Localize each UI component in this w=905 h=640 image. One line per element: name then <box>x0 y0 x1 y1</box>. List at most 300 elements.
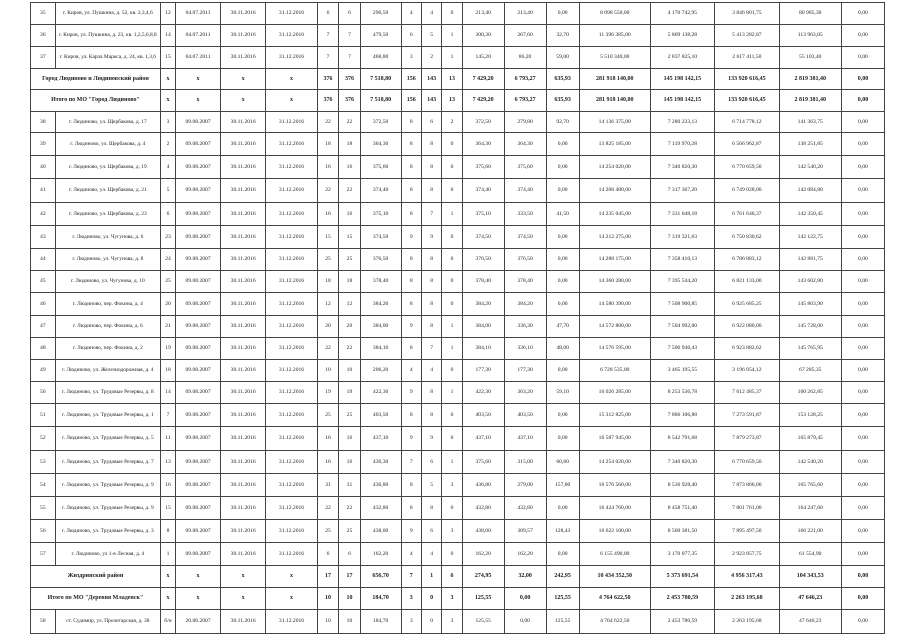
table-cell: 0,00 <box>841 203 884 226</box>
table-cell: 16 <box>317 427 338 451</box>
table-cell: 09.08.2007 <box>176 404 221 427</box>
table-cell: 31.12.2016 <box>266 610 318 634</box>
table-cell: 156 <box>401 69 421 90</box>
table-cell: 43 <box>31 226 56 249</box>
table-cell: 6 <box>421 520 441 543</box>
table-cell: 165 879,45 <box>779 427 841 451</box>
table-cell: 213,40 <box>462 3 504 25</box>
table-cell: 37 <box>31 47 56 69</box>
table-cell: 378,40 <box>504 271 546 293</box>
table-cell: 49 <box>31 360 56 382</box>
table-cell: 0,00 <box>841 47 884 69</box>
table-cell: 3 196 054,12 <box>715 360 779 382</box>
table-cell: 635,93 <box>546 69 579 90</box>
table-cell: x <box>266 566 318 588</box>
table-cell: 14 360 280,00 <box>579 271 650 293</box>
table-cell: 8 542 791,68 <box>650 427 714 451</box>
table-cell: 206,20 <box>360 360 401 382</box>
table-cell: 7 429,20 <box>462 69 504 90</box>
table-cell: 30.11.2016 <box>221 382 266 404</box>
table-cell: 09.08.2007 <box>176 249 221 271</box>
table-cell: 30.11.2016 <box>221 497 266 520</box>
table-cell: 125,55 <box>546 588 579 610</box>
table-cell: 0,00 <box>504 610 546 634</box>
table-cell: 9 <box>401 520 421 543</box>
table-cell: x <box>160 69 175 90</box>
table-cell: 375,10 <box>462 203 504 226</box>
table-row <box>31 520 885 543</box>
table-cell: 25 <box>339 249 360 271</box>
table-cell: 7 <box>317 47 338 69</box>
table-cell: 45 <box>31 271 56 293</box>
table-cell: 142 084,80 <box>779 179 841 203</box>
table-cell: 279,80 <box>504 112 546 133</box>
table-cell: 142 122,75 <box>779 226 841 249</box>
table-cell: 0,00 <box>841 543 884 566</box>
table-cell: 14 580 390,00 <box>579 293 650 316</box>
table-cell: 31.12.2016 <box>266 451 318 474</box>
table-cell: 41,50 <box>546 203 579 226</box>
table-cell: 25 <box>317 404 338 427</box>
table-cell: 4 764 622,50 <box>579 588 650 610</box>
table-cell: 125,55 <box>546 610 579 634</box>
table-cell: 160 262,85 <box>779 382 841 404</box>
table-cell: 0,00 <box>841 179 884 203</box>
table-cell: 0 <box>442 293 462 316</box>
table-cell: 8 <box>421 316 441 338</box>
table-cell: 0,00 <box>841 427 884 451</box>
table-cell: 0 <box>442 156 462 179</box>
table-row <box>31 249 885 271</box>
table-cell: 22 <box>317 497 338 520</box>
table-cell: 1 <box>442 382 462 404</box>
table-cell: 47 <box>31 316 56 338</box>
table-cell: б/н <box>160 610 175 634</box>
table-cell: 16 622 100,00 <box>579 520 650 543</box>
table-row <box>31 293 885 316</box>
table-cell: 2 <box>421 47 441 69</box>
table-cell: 22 <box>339 112 360 133</box>
table-cell: 7 317 367,20 <box>650 179 714 203</box>
table-cell: 113 963,85 <box>779 25 841 47</box>
table-cell: 309,57 <box>504 520 546 543</box>
table-cell: 156 <box>401 90 421 112</box>
address-cell: г. Людиново, ул. Трудовые Резервы, д. 5 <box>55 427 160 451</box>
table-cell: 31.12.2016 <box>266 47 318 69</box>
table-cell: 80 985,30 <box>779 3 841 25</box>
table-cell: 30.11.2016 <box>221 316 266 338</box>
address-cell: г. Людиново, ул 1-я Лесная, д. 4 <box>55 543 160 566</box>
table-cell: 8 <box>401 497 421 520</box>
table-cell: 5 510 340,00 <box>579 47 650 69</box>
table-cell: 16 <box>317 203 338 226</box>
table-cell: 19 <box>317 382 338 404</box>
table-cell: 9 <box>421 427 441 451</box>
table-cell: 145 198 142,15 <box>650 90 714 112</box>
table-row <box>31 47 885 69</box>
table-cell: 18 <box>339 271 360 293</box>
table-cell: 6 793,27 <box>504 69 546 90</box>
table-cell: 1 <box>442 451 462 474</box>
housing-data-table <box>30 2 885 634</box>
table-cell: 281 918 140,00 <box>579 69 650 90</box>
table-cell: 18 <box>317 271 338 293</box>
table-cell: 479,50 <box>360 25 401 47</box>
table-cell: 162,20 <box>360 543 401 566</box>
table-cell: 2 819 381,40 <box>779 90 841 112</box>
table-cell: 41 <box>31 179 56 203</box>
table-cell: 0,00 <box>546 404 579 427</box>
table-cell: 54 <box>31 474 56 497</box>
table-cell: 14 <box>160 382 175 404</box>
table-cell: 0,00 <box>841 271 884 293</box>
table-cell: 7 508 900,85 <box>650 293 714 316</box>
table-cell: 16 576 560,00 <box>579 474 650 497</box>
table-cell: 31.12.2016 <box>266 316 318 338</box>
table-cell: 143 <box>421 69 441 90</box>
table-cell: 38 <box>31 112 56 133</box>
table-cell: 9 <box>401 316 421 338</box>
table-cell: 31.12.2016 <box>266 25 318 47</box>
table-cell: 30.11.2016 <box>221 133 266 156</box>
table-cell: 09.08.2007 <box>176 497 221 520</box>
table-cell: 8 <box>421 382 441 404</box>
table-cell: x <box>176 588 221 610</box>
address-cell: г. Киров, ул. Пушкина, д. 52, кв. 2,3,4,6 <box>55 3 160 25</box>
table-cell: 39 <box>31 133 56 156</box>
table-cell: 15 <box>160 497 175 520</box>
table-cell: 10 <box>339 588 360 610</box>
table-cell: 09.08.2007 <box>176 382 221 404</box>
table-cell: 6 923 882,62 <box>715 338 779 360</box>
table-cell: 432,80 <box>462 497 504 520</box>
table-cell: 20 <box>160 293 175 316</box>
table-cell: 30.11.2016 <box>221 427 266 451</box>
table-cell: 375,60 <box>504 156 546 179</box>
table-cell: 6 925 685,25 <box>715 293 779 316</box>
table-cell: 31.12.2016 <box>266 338 318 360</box>
table-cell: 363,20 <box>504 382 546 404</box>
table-cell: 25 <box>317 249 338 271</box>
table-cell: 436,80 <box>360 474 401 497</box>
table-cell: 17 <box>339 566 360 588</box>
table-cell: 403,50 <box>360 404 401 427</box>
table-cell: 15 <box>317 226 338 249</box>
table-cell: x <box>266 588 318 610</box>
table-cell: 30.11.2016 <box>221 404 266 427</box>
address-cell: г. Людиново, ул. Щербакова, д. 17 <box>55 112 160 133</box>
table-cell: 7 518,80 <box>360 90 401 112</box>
table-cell: 4 <box>421 3 441 25</box>
table-cell: 6 728 535,00 <box>579 360 650 382</box>
table-cell: 09.08.2007 <box>176 360 221 382</box>
table-cell: 35 <box>31 3 56 25</box>
table-cell: 376 <box>339 69 360 90</box>
subtotal-label: Итого по МО "Деревня Младенск" <box>31 588 161 610</box>
table-cell: 22 <box>339 497 360 520</box>
table-cell: 6 155 490,00 <box>579 543 650 566</box>
table-cell: 24 <box>160 249 175 271</box>
address-cell: г. Людиново, пер. Фокина, д. 4 <box>55 293 160 316</box>
table-cell: 7 <box>401 451 421 474</box>
table-cell: 0,00 <box>841 610 884 634</box>
table-cell: 2 453 780,59 <box>650 610 714 634</box>
table-cell: 374,50 <box>360 226 401 249</box>
table-cell: 04.07.2011 <box>176 25 221 47</box>
table-row <box>31 543 885 566</box>
table-cell: 20 <box>317 316 338 338</box>
table-cell: 125,55 <box>462 588 504 610</box>
table-cell: 4 764 622,50 <box>579 610 650 634</box>
table-cell: 422,30 <box>462 382 504 404</box>
table-cell: 376,50 <box>504 249 546 271</box>
address-cell: г. Людиново, ул. Чугунова, д. 8 <box>55 249 160 271</box>
table-cell: 142 540,20 <box>779 451 841 474</box>
table-cell: 6 <box>317 543 338 566</box>
table-cell: 15 <box>160 47 175 69</box>
table-cell: 7 340 820,30 <box>650 156 714 179</box>
table-cell: 55 <box>31 497 56 520</box>
table-cell: 7 <box>339 47 360 69</box>
table-cell: 30.11.2016 <box>221 156 266 179</box>
table-cell: 4 <box>401 3 421 25</box>
table-cell: 8 <box>421 404 441 427</box>
table-cell: 184,70 <box>360 610 401 634</box>
table-cell: 10 <box>339 360 360 382</box>
table-cell: 5 <box>421 25 441 47</box>
table-cell: 13 825 185,00 <box>579 133 650 156</box>
table-cell: 6 770 659,50 <box>715 451 779 474</box>
table-cell: 30.11.2016 <box>221 474 266 497</box>
table-cell: 20.06.2007 <box>176 610 221 634</box>
table-row <box>31 338 885 360</box>
table-cell: 372,50 <box>462 112 504 133</box>
table-cell: 184,70 <box>360 588 401 610</box>
table-cell: 25 <box>339 520 360 543</box>
table-row <box>31 112 885 133</box>
table-cell: 7 <box>160 404 175 427</box>
table-cell: 6 749 028,00 <box>715 179 779 203</box>
table-cell: 16 <box>160 474 175 497</box>
address-cell: г. Людиново, ул. Щербакова, д. 19 <box>55 156 160 179</box>
table-cell: 48,00 <box>546 338 579 360</box>
table-cell: 09.08.2007 <box>176 271 221 293</box>
table-cell: 6 566 962,87 <box>715 133 779 156</box>
table-cell: 8 253 536,78 <box>650 382 714 404</box>
address-cell: г. Людиново, ул. Трудовые Резервы, д. 3 <box>55 520 160 543</box>
table-cell: 2 263 195,68 <box>715 588 779 610</box>
table-cell: 30.11.2016 <box>221 112 266 133</box>
table-cell: 8 <box>401 249 421 271</box>
subtotal-label: Город Людиново и Людиновский район <box>31 69 161 90</box>
table-cell: 8 <box>401 156 421 179</box>
table-cell: 378,40 <box>462 271 504 293</box>
table-cell: 375,10 <box>360 203 401 226</box>
table-cell: 0 <box>442 427 462 451</box>
table-row <box>31 271 885 293</box>
table-cell: 2 <box>160 133 175 156</box>
address-cell: г. Людиново, ул. Трудовые Резервы, д. 8 <box>55 382 160 404</box>
table-cell: 1 <box>442 338 462 360</box>
table-cell: 436,80 <box>462 474 504 497</box>
address-cell: г. Людиново, ул. Щербакова, д. 23 <box>55 203 160 226</box>
table-cell: 09.08.2007 <box>176 226 221 249</box>
table-cell: 438,00 <box>360 520 401 543</box>
table-cell: 11 396 385,00 <box>579 25 650 47</box>
table-cell: 0,00 <box>841 404 884 427</box>
table-cell: 3 <box>401 47 421 69</box>
table-cell: 86,20 <box>504 47 546 69</box>
address-cell: г. Людиново, ул. Щербакова, д. 4 <box>55 133 160 156</box>
table-cell: 0,00 <box>546 3 579 25</box>
table-cell: 3 <box>160 112 175 133</box>
table-cell: 40 <box>31 156 56 179</box>
table-cell: 9 <box>401 427 421 451</box>
table-cell: 16 <box>317 156 338 179</box>
table-cell: 166 221,00 <box>779 520 841 543</box>
table-cell: 7 506 946,43 <box>650 338 714 360</box>
table-cell: 5 <box>160 179 175 203</box>
table-cell: 16 <box>339 427 360 451</box>
table-cell: 14 288 175,00 <box>579 249 650 271</box>
table-cell: 30.11.2016 <box>221 203 266 226</box>
table-cell: 7 119 970,28 <box>650 133 714 156</box>
table-cell: 2 837 825,10 <box>650 47 714 69</box>
table-cell: 59,10 <box>546 382 579 404</box>
table-cell: 157,80 <box>546 474 579 497</box>
table-cell: 6 <box>160 203 175 226</box>
table-cell: 5 413 282,87 <box>715 25 779 47</box>
table-cell: 36 <box>31 25 56 47</box>
table-cell: 58 <box>31 610 56 634</box>
table-cell: 374,40 <box>462 179 504 203</box>
table-row <box>31 404 885 427</box>
table-cell: 42 <box>31 203 56 226</box>
table-cell: 16 026 285,00 <box>579 382 650 404</box>
table-cell: 1 <box>160 543 175 566</box>
table-cell: 376 <box>317 90 338 112</box>
table-cell: 7 518,80 <box>360 69 401 90</box>
table-cell: 44 <box>31 249 56 271</box>
table-cell: 165 765,60 <box>779 474 841 497</box>
subtotal-row <box>31 588 885 610</box>
table-cell: 14 572 800,00 <box>579 316 650 338</box>
table-cell: 9 <box>401 226 421 249</box>
table-row <box>31 610 885 634</box>
table-cell: 432,80 <box>360 497 401 520</box>
table-cell: 7 429,20 <box>462 90 504 112</box>
table-cell: 30.11.2016 <box>221 271 266 293</box>
table-cell: 142 540,20 <box>779 156 841 179</box>
table-cell: 13 <box>442 90 462 112</box>
table-cell: 04.07.2011 <box>176 47 221 69</box>
table-cell: 128,43 <box>546 520 579 543</box>
table-cell: 31 <box>317 474 338 497</box>
table-cell: 22 <box>317 338 338 360</box>
table-cell: 7 331 048,18 <box>650 203 714 226</box>
table-row <box>31 451 885 474</box>
table-cell: 384,20 <box>462 293 504 316</box>
table-cell: 14 208 480,00 <box>579 179 650 203</box>
address-cell: г. Людиново, ул. Чугунова, д. 6 <box>55 226 160 249</box>
table-cell: 0 <box>442 404 462 427</box>
table-row <box>31 316 885 338</box>
table-cell: 0,00 <box>841 497 884 520</box>
table-cell: 31.12.2016 <box>266 249 318 271</box>
table-cell: 31.12.2016 <box>266 474 318 497</box>
table-cell: 31 <box>339 474 360 497</box>
table-cell: 8 <box>421 179 441 203</box>
table-cell: 30.11.2016 <box>221 338 266 360</box>
table-cell: 51 <box>31 404 56 427</box>
table-cell: 145 198 142,15 <box>650 69 714 90</box>
table-cell: 143 <box>421 90 441 112</box>
table-cell: 5 <box>421 474 441 497</box>
table-cell: 09.08.2007 <box>176 427 221 451</box>
table-cell: 09.08.2007 <box>176 293 221 316</box>
table-cell: 0,00 <box>841 520 884 543</box>
table-cell: 4 <box>401 543 421 566</box>
subtotal-row <box>31 566 885 588</box>
table-cell: 0 <box>421 588 441 610</box>
table-cell: 436,30 <box>360 451 401 474</box>
table-cell: x <box>160 90 175 112</box>
table-cell: 16 <box>339 451 360 474</box>
table-cell: 8 <box>421 133 441 156</box>
table-cell: 0,00 <box>841 382 884 404</box>
table-cell: 3 <box>442 520 462 543</box>
table-cell: 384,10 <box>360 338 401 360</box>
table-cell: 0 <box>442 133 462 156</box>
table-cell: 30.11.2016 <box>221 543 266 566</box>
table-cell: 0,00 <box>546 271 579 293</box>
table-cell: 50 <box>31 382 56 404</box>
table-cell: 437,10 <box>360 427 401 451</box>
table-cell: 336,30 <box>504 316 546 338</box>
table-cell: 25 <box>317 520 338 543</box>
table-cell: 141 363,75 <box>779 112 841 133</box>
table-cell: 7 504 992,00 <box>650 316 714 338</box>
table-cell: 09.08.2007 <box>176 543 221 566</box>
table-cell: 22 <box>317 179 338 203</box>
table-cell: 8 <box>401 404 421 427</box>
table-cell: 2 923 857,75 <box>715 543 779 566</box>
table-cell: x <box>176 566 221 588</box>
table-cell: 47 646,23 <box>779 588 841 610</box>
table-cell: 432,80 <box>504 497 546 520</box>
table-cell: 374,40 <box>360 179 401 203</box>
table-cell: 6 770 659,50 <box>715 156 779 179</box>
table-cell: 0,00 <box>546 497 579 520</box>
table-cell: 376 <box>339 90 360 112</box>
table-cell: 2 819 381,40 <box>779 69 841 90</box>
table-cell: 48 <box>31 338 56 360</box>
table-row <box>31 133 885 156</box>
table-cell: 364,30 <box>462 133 504 156</box>
table-cell: 47 646,23 <box>779 610 841 634</box>
table-cell: 0,00 <box>841 316 884 338</box>
table-cell: 145,20 <box>462 47 504 69</box>
table-cell: 2 <box>442 112 462 133</box>
table-cell: 375,60 <box>462 451 504 474</box>
table-cell: 14 235 045,00 <box>579 203 650 226</box>
table-cell: 31.12.2016 <box>266 203 318 226</box>
table-cell: 30.11.2016 <box>221 610 266 634</box>
table-cell: 0,00 <box>841 360 884 382</box>
table-cell: x <box>221 588 266 610</box>
table-cell: 6 761 646,37 <box>715 203 779 226</box>
table-cell: 8 <box>421 497 441 520</box>
